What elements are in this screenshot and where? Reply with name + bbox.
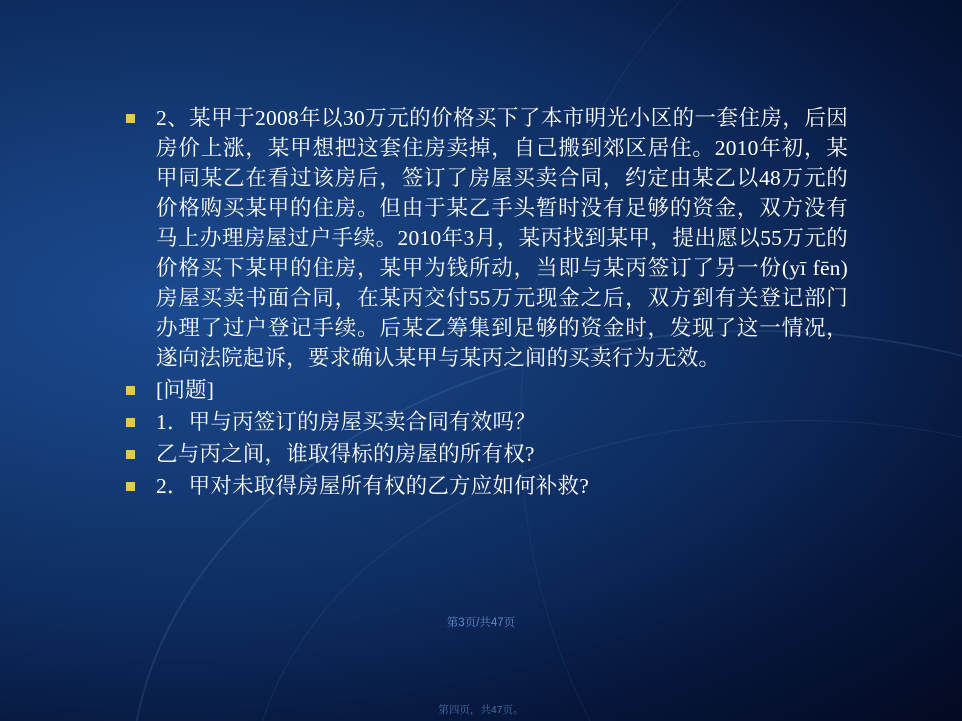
bullet-square-icon bbox=[126, 418, 135, 427]
bullet-text: [问题] bbox=[156, 378, 215, 402]
bullet-square-icon bbox=[126, 482, 135, 491]
bullet-list bbox=[118, 103, 848, 501]
page-indicator-bottom: 第四页，共47页。 bbox=[438, 704, 524, 716]
bullet-square-icon bbox=[126, 450, 135, 459]
bullet-text: 2．甲对未取得房屋所有权的乙方应如何补救? bbox=[156, 474, 589, 498]
page-indicator-middle: 第3页/共47页 bbox=[446, 617, 516, 629]
bullet-text: 乙与丙之间，谁取得标的房屋的所有权? bbox=[156, 442, 535, 466]
bullet-text: 2、某甲于2008年以30万元的价格买下了本市明光小区的一套住房，后因房价上涨，某甲想把这套住房卖掉，自己搬到郊区居住。2010年初，某甲同某乙在看过该房后，签订了房屋买卖合同，约定由某乙以48万元的价格购买某甲的住房。但由于某乙手头暂时没有足够的资金，双方没有马上办理房屋过户手续。2010年3月，某丙找到某甲，提出愿以55万元的价格买下某甲的住房，某甲为钱所动，当即与某丙签订了另一份(yī fēn)房屋买卖书面合同，在某丙交付55万元现金之后，双方到有关登记部门办理了过户登记手续。后某乙筹集到足够的资金时，发现了这一情况，遂向法院起诉，要求确认某甲与某丙之间的买卖行为无效。 bbox=[156, 106, 848, 370]
bullet-text: 1．甲与丙签订的房屋买卖合同有效吗？ bbox=[156, 410, 536, 434]
list-item bbox=[118, 103, 848, 373]
slide-content bbox=[118, 103, 848, 503]
list-item bbox=[118, 375, 848, 405]
list-item bbox=[118, 471, 848, 501]
bullet-square-icon bbox=[126, 114, 135, 123]
list-item bbox=[118, 407, 848, 437]
bullet-square-icon bbox=[126, 386, 135, 395]
list-item bbox=[118, 439, 848, 469]
